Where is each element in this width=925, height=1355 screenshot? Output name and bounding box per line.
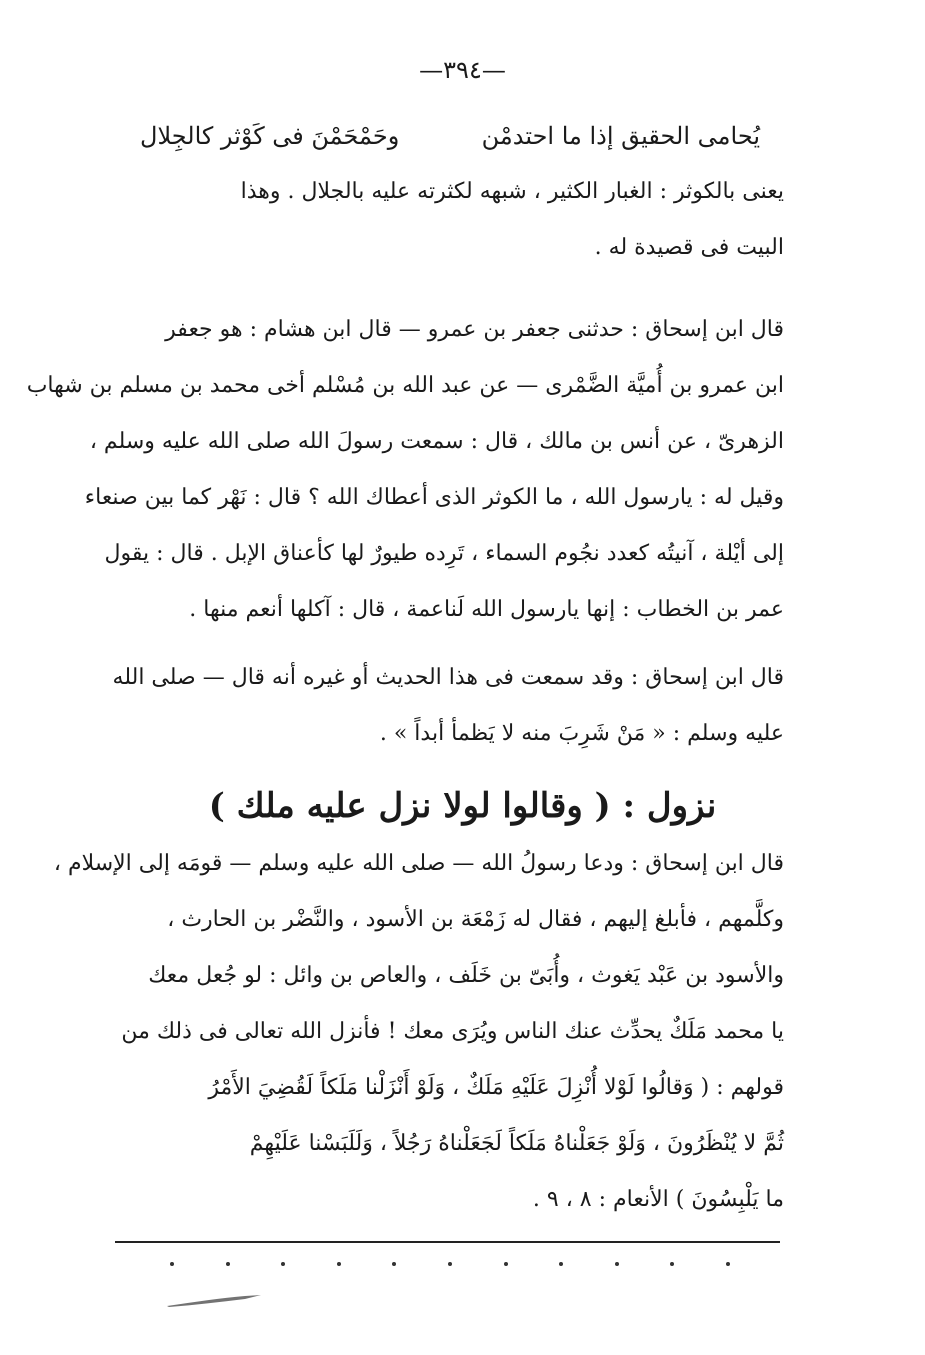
dot-mark [337, 1262, 341, 1266]
text-line: والأسود بن عَبْد يَغوث ، وأُبَىّ بن خَلَف ، والعاص بن وائل : لو جُعل معك [148, 963, 784, 988]
text-line: قال ابن إسحاق : ودعا رسولُ الله — صلى الله عليه وسلم — قومَه إلى الإسلام ، [53, 851, 784, 876]
section-heading: نزول : ( وقالوا لولا نزل عليه ملك ) [208, 786, 717, 826]
text-line: البيت فى قصيدة له . [594, 235, 784, 260]
text-line: قال ابن إسحاق : حدثنى جعفر بن عمرو — قال ابن هشام : هو جعفر [165, 317, 784, 342]
text-line: قال ابن إسحاق : وقد سمعت فى هذا الحديث أو غيره أنه قال — صلى الله [112, 665, 784, 690]
dot-mark [504, 1262, 508, 1266]
text-line: ما يَلْبِسُونَ ) الأنعام : ٨ ، ٩ . [532, 1187, 784, 1212]
verse-right-hemistich: يُحامى الحقيق إذا ما احتدمْن [481, 122, 760, 150]
footer-dot-row [170, 1262, 730, 1266]
text-line: وقيل له : يارسول الله ، ما الكوثر الذى أعطاك الله ؟ قال : نَهْر كما بين صنعاء [84, 485, 784, 510]
dot-mark [226, 1262, 230, 1266]
dot-mark [392, 1262, 396, 1266]
verse-commentary [112, 164, 784, 276]
text-line: يعنى بالكوثر : الغبار الكثير ، شبهه لكثرته عليه بالجلال . وهذا [240, 179, 784, 204]
text-line: ابن عمرو بن أُميَّة الضَّمْرى — عن عبد الله بن مُسْلم أخى محمد بن مسلم بن شهاب [26, 373, 784, 398]
text-line: إلى أيْلة ، آنيتُه كعدد نجُوم السماء ، تَرِده طيورٌ لها كأعناق الإبل . قال : يقول [104, 541, 784, 566]
dot-mark [726, 1262, 730, 1266]
poetry-verse [140, 116, 760, 156]
verse-left-hemistich: وحَمْحَمْنَ فى كَوْثر كالجِلال [140, 122, 400, 150]
text-line: الزهرىّ ، عن أنس بن مالك ، قال : سمعت رسولَ الله صلى الله عليه وسلم ، [89, 429, 784, 454]
footer-divider [115, 1241, 780, 1243]
text-line: عمر بن الخطاب : إنها يارسول الله لَناعمة ، قال : آكلها أنعم منها . [189, 597, 784, 622]
paragraph-revelation [53, 836, 784, 1228]
paragraph-drinking-hadith [112, 650, 784, 762]
dot-mark [448, 1262, 452, 1266]
dot-mark [615, 1262, 619, 1266]
paragraph-kawthar-hadith [26, 302, 784, 638]
dot-mark [670, 1262, 674, 1266]
text-line: عليه وسلم : « مَنْ شَرِبَ منه لا يَظمأ أبداً » . [379, 721, 784, 746]
ink-smudge [165, 1292, 265, 1308]
text-line: ثُمَّ لا يُنْظَرُونَ ، وَلَوْ جَعَلْناهُ مَلَكاً لَجَعَلْناهُ رَجُلاً ، وَلَلَبَسْنا عَلَيْهِمْ [249, 1131, 784, 1156]
text-line: وكلَّمهم ، فأبلغ إليهم ، فقال له زَمْعَة بن الأسود ، والنَّضْر بن الحارث ، [167, 907, 784, 932]
dot-mark [559, 1262, 563, 1266]
text-line: قولهم : ( وَقالُوا لَوْلا أُنْزِلَ عَلَيْهِ مَلَكٌ ، وَلَوْ أَنْزَلْنا مَلَكاً لَقُضِيَ الأَمْرُ [208, 1075, 784, 1100]
text-line: يا محمد مَلَكٌ يحدِّث عنك الناس ويُرَى معك ! فأنزل الله تعالى فى ذلك من [121, 1019, 784, 1044]
dot-mark [281, 1262, 285, 1266]
page-number: —٣٩٤— [419, 56, 506, 84]
dot-mark [170, 1262, 174, 1266]
